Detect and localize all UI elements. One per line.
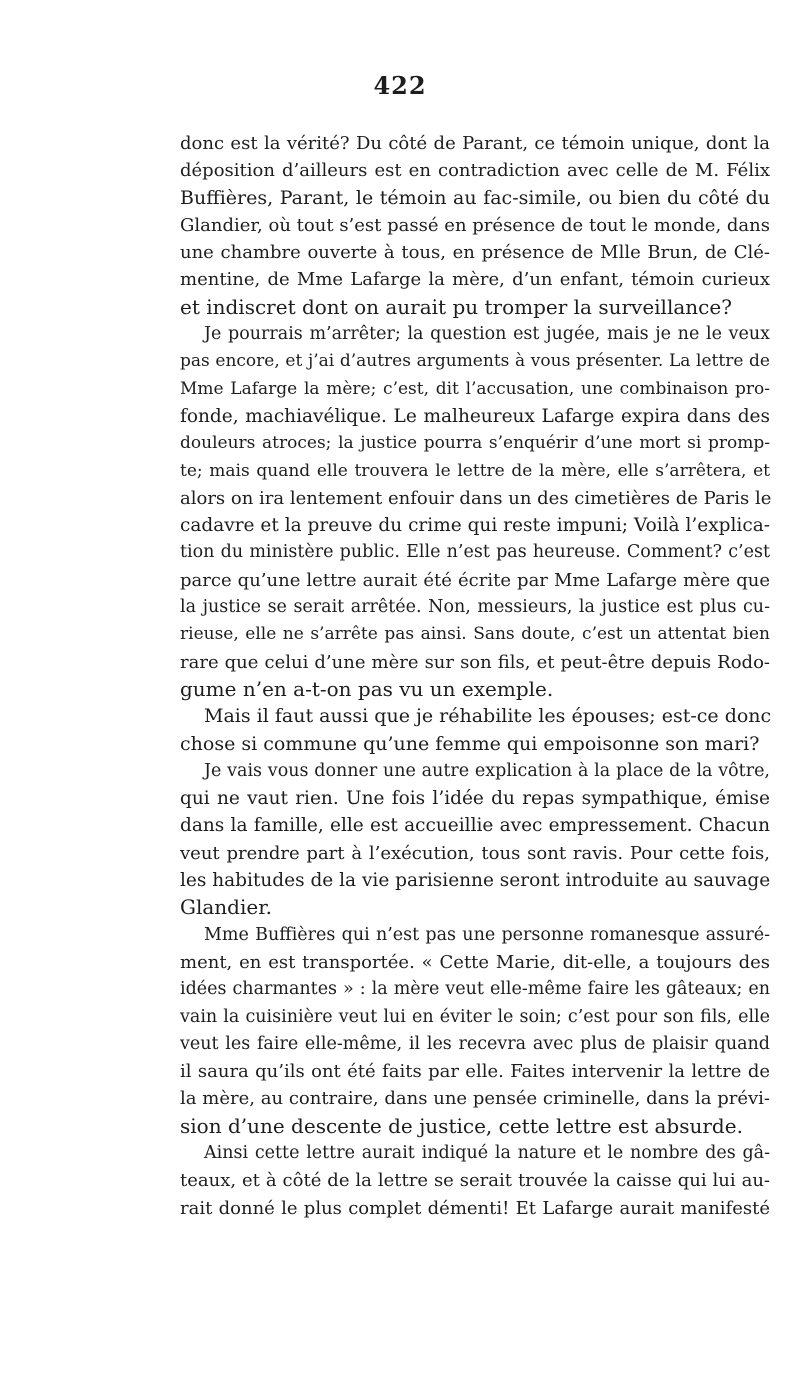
text-line: Je vais vous donner une autre explication à la place de la vôtre, — [204, 760, 770, 781]
body-text — [180, 130, 770, 1222]
text-line: vain la cuisinière veut lui en éviter le soin; c’est pour son fils, elle — [180, 1006, 770, 1027]
text-line: chose si commune qu’une femme qui empoisonne son mari? — [180, 732, 760, 755]
text-line: dans la famille, elle est accueillie avec empressement. Chacun — [180, 815, 770, 837]
page-number: 422 — [373, 71, 427, 100]
text-line: Mais il faut aussi que je réhabilite les épouses; est-ce donc — [204, 705, 772, 728]
text-line: gume n’en a-t-on pas vu un exemple. — [180, 676, 554, 701]
text-line: qui ne vaut rien. Une fois l’idée du repas sympathique, émise — [180, 788, 770, 810]
text-line: fonde, machiavélique. Le malheureux Lafarge expira dans des — [180, 405, 770, 427]
text-line: rare que celui d’une mère sur son fils, et peut-être depuis Rodo- — [180, 651, 770, 673]
text-line: rait donné le plus complet démenti! Et Lafarge aurait manifesté — [180, 1197, 770, 1219]
text-line: la mère, au contraire, dans une pensée criminelle, dans la prévi- — [180, 1088, 770, 1110]
text-line: Glandier. — [180, 895, 272, 920]
text-line: veut prendre part à l’exécution, tous sont ravis. Pour cette fois, — [180, 842, 770, 864]
text-line: alors on ira lentement enfouir dans un des cimetières de Paris le — [180, 487, 772, 509]
text-line: les habitudes de la vie parisienne seront introduite au sauvage — [180, 870, 771, 892]
text-line: idées charmantes » : la mère veut elle-même faire les gâteaux; en — [180, 979, 770, 1000]
text-line: rieuse, elle ne s’arrête pas ainsi. Sans doute, c’est un attentat bien — [180, 624, 770, 645]
text-line: tion du ministère public. Elle n’est pas heureuse. Comment? c’est — [180, 542, 770, 563]
text-line: la justice se serait arrêtée. Non, messieurs, la justice est plus cu- — [180, 597, 770, 618]
text-line: sion d’une descente de justice, cette lettre est absurde. — [180, 1113, 743, 1138]
text-line: il saura qu’ils ont été faits par elle. Faites intervenir la lettre de — [180, 1061, 770, 1083]
text-line: et indiscret dont on aurait pu tromper la surveillance? — [180, 294, 732, 319]
text-line: Glandier, où tout s’est passé en présence de tout le monde, dans — [180, 214, 770, 236]
text-line: déposition d’ailleurs est en contradiction avec celle de M. Félix — [180, 160, 770, 182]
text-line: Je pourrais m’arrêter; la question est jugée, mais je ne le veux — [204, 324, 770, 345]
text-line: ment, en est transportée. « Cette Marie, dit-elle, a toujours des — [180, 951, 770, 973]
text-line: cadavre et la preuve du crime qui reste impuni; Voilà l’explica- — [180, 515, 770, 537]
text-line: une chambre ouverte à tous, en présence de Mlle Brun, de Clé- — [180, 242, 770, 264]
text-line: teaux, et à côté de la lettre se serait trouvée la caisse qui lui au- — [180, 1170, 770, 1192]
text-line: Mme Lafarge la mère; c’est, dit l’accusation, une combinaison pro- — [180, 378, 770, 399]
text-line: donc est la vérité? Du côté de Parant, ce témoin unique, dont la — [180, 133, 770, 154]
text-line: Buffières, Parant, le témoin au fac-simile, ou bien du côté du — [180, 186, 770, 209]
text-line: veut les faire elle-même, il les recevra avec plus de plaisir quand — [180, 1033, 770, 1054]
text-line: parce qu’une lettre aurait été écrite par Mme Lafarge mère que — [180, 569, 770, 591]
text-line: douleurs atroces; la justice pourra s’enquérir d’une mort si promp- — [180, 433, 770, 454]
text-line: te; mais quand elle trouvera le lettre de la mère, elle s’arrêtera, et — [180, 460, 770, 481]
text-line: Mme Buffières qui n’est pas une personne romanesque assuré- — [204, 924, 770, 945]
text-line: mentine, de Mme Lafarge la mère, d’un enfant, témoin curieux — [180, 269, 770, 291]
text-line: pas encore, et j’ai d’autres arguments à vous présenter. La lettre de — [180, 351, 770, 372]
text-line: Ainsi cette lettre aurait indiqué la nature et le nombre des gâ- — [204, 1142, 770, 1163]
